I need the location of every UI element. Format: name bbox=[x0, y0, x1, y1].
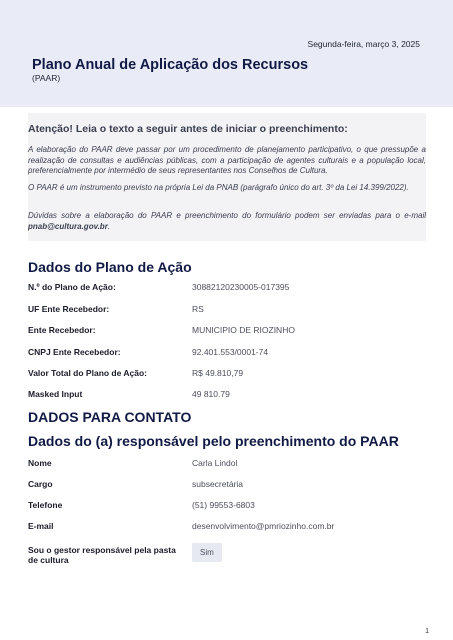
page-number: 1 bbox=[425, 628, 429, 635]
report-date: Segunda-feira, março 3, 2025 bbox=[307, 39, 420, 49]
field-value: R$ 49.810,79 bbox=[192, 368, 244, 378]
field-value: MUNICIPIO DE RIOZINHO bbox=[192, 325, 295, 335]
header-band bbox=[0, 0, 453, 107]
field-label: CNPJ Ente Recebedor: bbox=[28, 347, 121, 357]
notice-paragraph-3-end: . bbox=[107, 221, 111, 231]
section-title-plano: Dados do Plano de Ação bbox=[28, 259, 192, 275]
page-subtitle: (PAAR) bbox=[32, 73, 61, 83]
field-value: subsecretária bbox=[192, 479, 244, 489]
section-title-contato: DADOS PARA CONTATO bbox=[28, 409, 192, 425]
notice-box bbox=[28, 113, 426, 241]
field-value: 49 810.79 bbox=[192, 389, 230, 399]
field-label: Ente Recebedor: bbox=[28, 325, 96, 335]
field-label: N.º do Plano de Ação: bbox=[28, 282, 116, 292]
notice-paragraph-1: A elaboração do PAAR deve passar por um procedimento de planejamento participativo, o que pressupõe a realização de consultas e audiências públicas, com a participação de agentes culturais e a população local, preferencialmente por intermédio de seus representantes nos Conselhos de Cultura. bbox=[28, 145, 426, 175]
field-label: E-mail bbox=[28, 521, 54, 531]
field-label: Sou o gestor responsável pela pasta de cultura bbox=[28, 545, 176, 565]
page-title: Plano Anual de Aplicação dos Recursos bbox=[32, 57, 309, 73]
field-value: (51) 99553-6803 bbox=[192, 500, 255, 510]
field-label: Telefone bbox=[28, 500, 63, 510]
notice-paragraph-3 bbox=[28, 211, 426, 232]
field-value: 92.401.553/0001-74 bbox=[192, 347, 269, 357]
notice-paragraph-2: O PAAR é um instrumento previsto na própria Lei da PNAB (parágrafo único do art. 3º da Lei 14.399/2022). bbox=[28, 183, 409, 192]
field-label: Valor Total do Plano de Ação: bbox=[28, 368, 148, 378]
field-label: Masked Input bbox=[28, 389, 83, 399]
field-label: Cargo bbox=[28, 479, 53, 489]
field-label: UF Ente Recebedor: bbox=[28, 304, 110, 314]
field-label: Nome bbox=[28, 458, 52, 468]
field-value: desenvolvimento@pmriozinho.com.br bbox=[192, 521, 335, 531]
field-value: RS bbox=[192, 304, 204, 314]
field-value: 30882120230005-017395 bbox=[192, 282, 290, 292]
notice-paragraph-3-text: Dúvidas sobre a elaboração do PAAR e preenchimento do formulário podem ser enviadas para o e-mail bbox=[28, 211, 426, 220]
field-value: Carla Lindol bbox=[192, 458, 238, 468]
gestor-answer-badge: Sim bbox=[192, 543, 222, 562]
subsection-title-responsavel: Dados do (a) responsável pelo preenchimento do PAAR bbox=[28, 433, 399, 449]
notice-title: Atenção! Leia o texto a seguir antes de iniciar o preenchimento: bbox=[28, 123, 348, 135]
contact-email-link[interactable]: pnab@cultura.gov.br bbox=[28, 221, 108, 231]
